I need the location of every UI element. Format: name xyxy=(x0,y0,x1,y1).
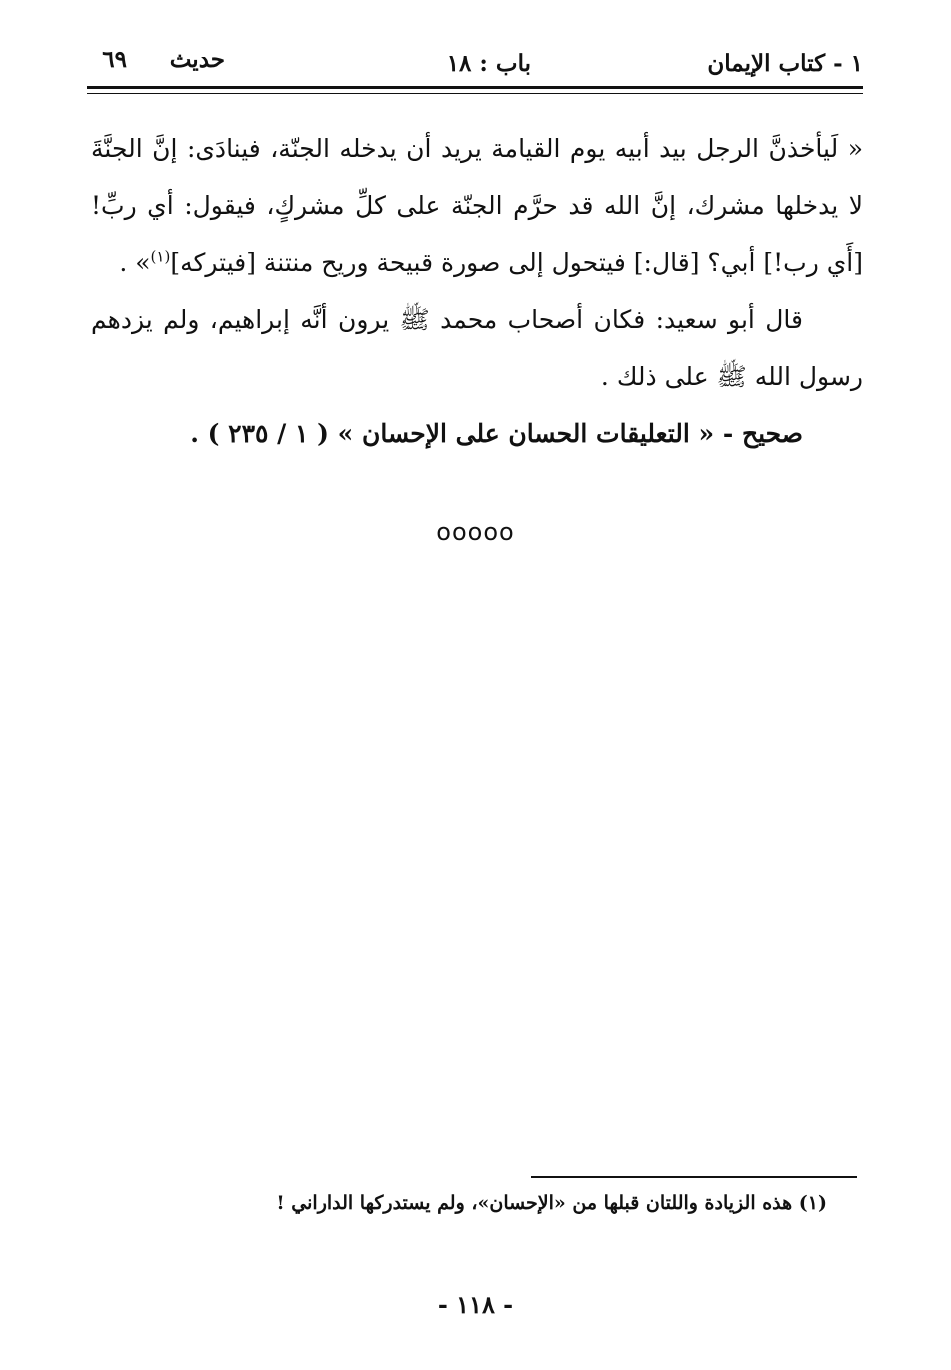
narrator-comment: قال أبو سعيد: فكان أصحاب محمد ﷺ يرون أنَّه إبراهيم، ولم يزدهم رسول الله ﷺ على ذلك . xyxy=(91,305,863,391)
hadith-label: حديث xyxy=(169,46,225,73)
running-header xyxy=(87,44,863,84)
grading-line: صحيح - « التعليقات الحسان على الإحسان » ( ١ / ٢٣٥ ) . xyxy=(190,419,803,448)
section-title: باب : ١٨ xyxy=(446,50,531,77)
section-separator: ooooo xyxy=(436,518,515,546)
footnote-text: (١) هذه الزيادة واللتان قبلها من «الإحسان»، ولم يستدركها الداراني ! xyxy=(276,1192,827,1214)
hadith-text-end: » . xyxy=(119,248,151,277)
page-number: - ١١٨ - xyxy=(437,1290,514,1319)
header-rule-thick xyxy=(87,86,863,89)
footnote-marker: (١) xyxy=(150,247,171,266)
hadith-body xyxy=(91,120,863,462)
hadith-number: ٦٩ xyxy=(102,46,127,73)
hadith-text-main: « لَيأخذنَّ الرجل بيد أبيه يوم القيامة يريد أن يدخله الجنّة، فينادَى: إنَّ الجنَّةَ لا يدخلها مشرك، إنَّ الله قد حرَّم الجنّة على كلِّ مشركٍ، فيقول: أي ربِّ! [أَي رب!] أبي؟ [قال:] فيتحول إلى صورة قبيحة وريح منتنة [فيتركه] xyxy=(91,134,863,277)
hadith-text xyxy=(91,120,863,291)
header-rule-thin xyxy=(87,93,863,94)
footnote-rule xyxy=(531,1176,857,1178)
chapter-title: ١ - كتاب الإيمان xyxy=(707,50,863,77)
